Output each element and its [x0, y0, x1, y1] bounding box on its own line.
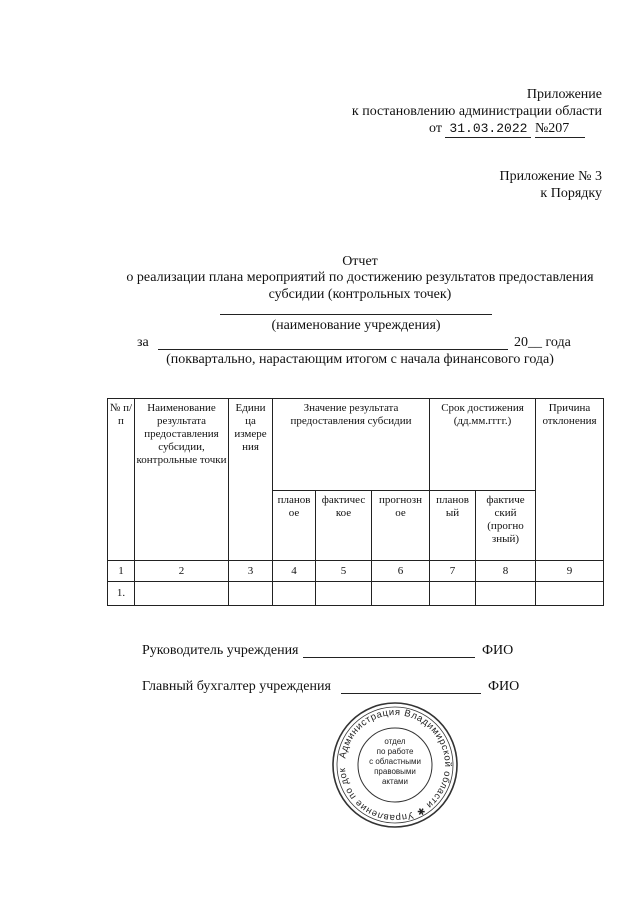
index-cell: 4: [273, 561, 316, 582]
row-num: 1.: [108, 582, 135, 606]
head-fio: ФИО: [482, 643, 514, 658]
svg-text:Администрация Владимирской обл: Администрация Владимирской области ✱ Управление по док: [337, 706, 454, 824]
svg-text:с областными: с областными: [369, 757, 421, 766]
row-cell: [229, 582, 273, 606]
row-cell: [135, 582, 229, 606]
svg-text:отдел: отдел: [384, 737, 406, 746]
header-unit: Едини ца измере ния: [229, 399, 273, 561]
header-value: Значение результата предоставления субсидии: [273, 399, 430, 491]
seal-graphic: [330, 700, 460, 830]
institution-blank-line: [220, 314, 492, 315]
head-signature-line: [303, 657, 475, 658]
subheader-term-planned: планов ый: [430, 491, 476, 561]
official-seal: [330, 700, 460, 830]
decree-number: №207: [535, 120, 585, 138]
header-result-name: Наименование результата предоставления субсидии, контрольные точки: [135, 399, 229, 561]
row-cell: [273, 582, 316, 606]
accountant-fio: ФИО: [488, 679, 520, 694]
subheader-planned: планов ое: [273, 491, 316, 561]
report-table: [107, 398, 604, 606]
header-term: Срок достижения (дд.мм.гггг.): [430, 399, 536, 491]
period-year: 20__ года: [514, 335, 571, 350]
accountant-signature-label: Главный бухгалтер учреждения: [142, 679, 331, 694]
svg-text:по работе: по работе: [376, 747, 414, 756]
report-subtitle-line2: субсидии (контрольных точек): [268, 287, 452, 302]
row-cell: [372, 582, 430, 606]
from-label: от: [429, 121, 442, 136]
row-cell: [476, 582, 536, 606]
appendix-header-line2: к постановлению администрации области: [351, 104, 602, 119]
index-cell: 8: [476, 561, 536, 582]
report-title: Отчет: [342, 254, 378, 269]
index-cell: 7: [430, 561, 476, 582]
svg-text:правовыми: правовыми: [374, 767, 416, 776]
appendix-header-line1: Приложение: [526, 87, 602, 102]
period-note: (поквартально, нарастающим итогом с начала финансового года): [166, 352, 554, 367]
index-cell: 6: [372, 561, 430, 582]
row-cell: [536, 582, 604, 606]
report-subtitle-line1: о реализации плана мероприятий по достижению результатов предоставления: [126, 270, 594, 285]
period-prefix: за: [137, 335, 149, 350]
subheader-term-actual: фактиче ский (прогно зный): [476, 491, 536, 561]
row-cell: [316, 582, 372, 606]
row-cell: [430, 582, 476, 606]
appendix-3-line2: к Порядку: [540, 186, 602, 201]
period-blank-line: [158, 349, 508, 350]
index-cell: 2: [135, 561, 229, 582]
decree-date: 31.03.2022: [445, 120, 531, 138]
header-num: № п/п: [108, 399, 135, 561]
table-header-row: [108, 399, 604, 491]
institution-caption: (наименование учреждения): [271, 318, 441, 333]
appendix-header-date-row: [429, 120, 585, 138]
index-cell: 3: [229, 561, 273, 582]
table-index-row: [108, 561, 604, 582]
index-cell: 1: [108, 561, 135, 582]
svg-text:актами: актами: [381, 777, 409, 786]
subheader-actual: фактичес кое: [316, 491, 372, 561]
accountant-signature-line: [341, 693, 481, 694]
head-signature-label: Руководитель учреждения: [142, 643, 299, 658]
table-row: [108, 582, 604, 606]
index-cell: 9: [536, 561, 604, 582]
header-reason: Причина отклонения: [536, 399, 604, 561]
appendix-3-line1: Приложение № 3: [499, 169, 602, 184]
subheader-forecast: прогнозн ое: [372, 491, 430, 561]
index-cell: 5: [316, 561, 372, 582]
